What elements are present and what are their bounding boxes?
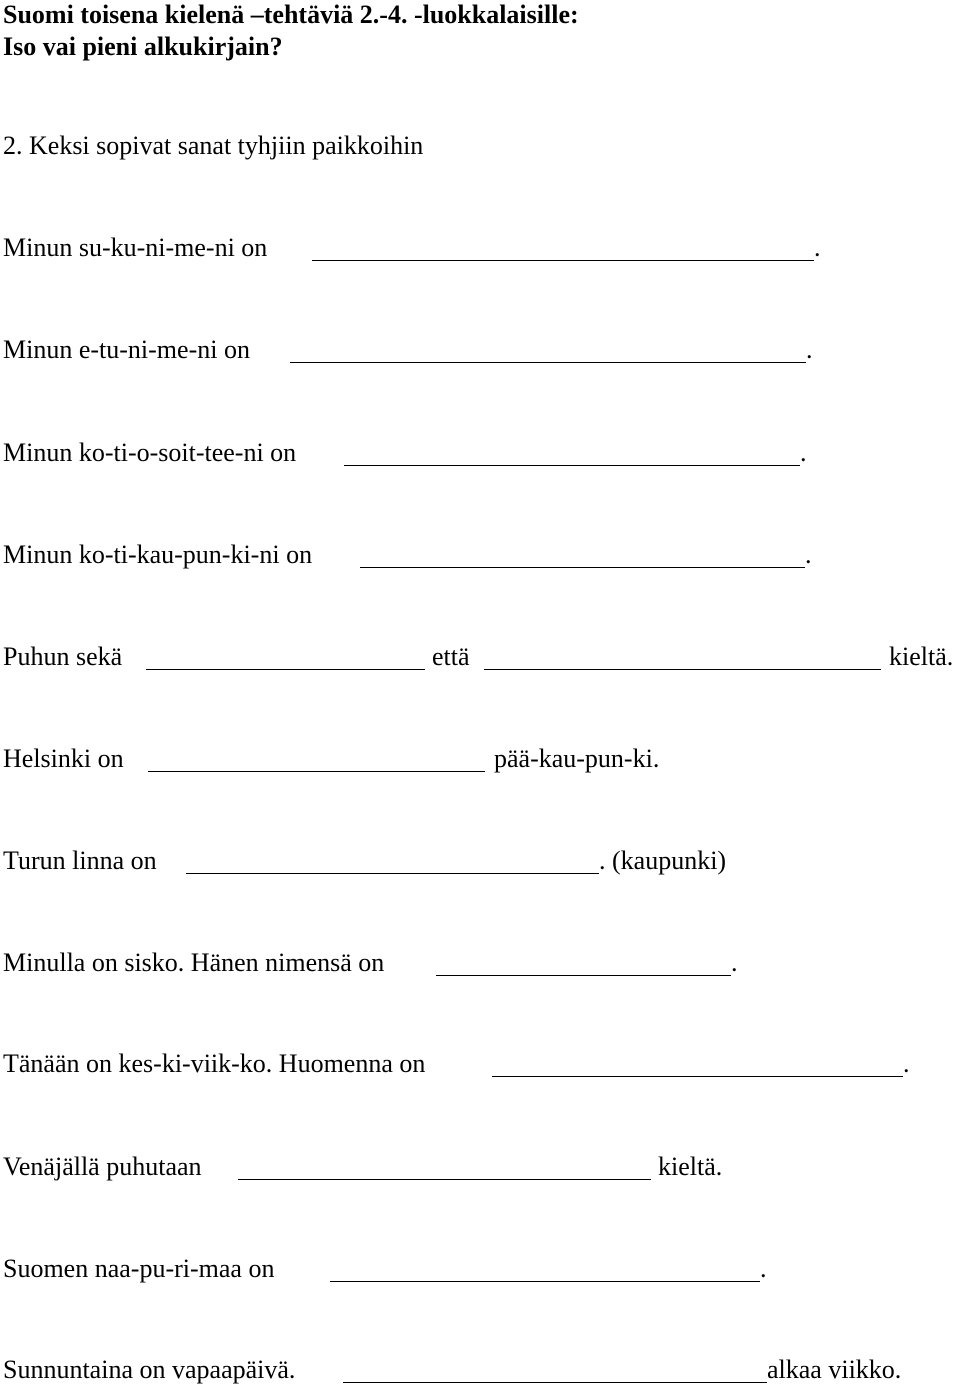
sentence-1-text-1: Minun su-ku-ni-me-ni on <box>3 233 268 262</box>
sentence-10-text-1: Venäjällä puhutaan <box>3 1152 202 1181</box>
sentence-2-text-1: Minun e-tu-ni-me-ni on <box>3 335 250 364</box>
sentence-6-text-1: Helsinki on <box>3 744 124 773</box>
sentence-4-text-1: Minun ko-ti-kau-pun-ki-ni on <box>3 540 313 569</box>
sentence-12-text-1: Sunnuntaina on vapaapäivä. <box>3 1355 296 1384</box>
sentence-12-blank[interactable] <box>343 1382 767 1383</box>
sentence-10-blank[interactable] <box>238 1179 651 1180</box>
sentence-4-blank[interactable] <box>360 567 805 568</box>
instruction-text: 2. Keksi sopivat sanat tyhjiin paikkoihin <box>3 131 424 160</box>
sentence-11-blank[interactable] <box>330 1281 760 1282</box>
sentence-10-text-2: kieltä. <box>658 1152 723 1181</box>
sentence-5-blank-2[interactable] <box>484 669 881 670</box>
sentence-5-blank-1[interactable] <box>146 669 425 670</box>
sentence-7-text-2: . (kaupunki) <box>599 846 727 875</box>
sentence-6-text-2: pää-kau-pun-ki. <box>494 744 660 773</box>
worksheet-title-line-1: Suomi toisena kielenä –tehtäviä 2.-4. -luokkalaisille: <box>3 0 579 29</box>
sentence-2-blank[interactable] <box>290 362 806 363</box>
sentence-5-text-3: kieltä. <box>889 642 954 671</box>
sentence-8-text-1: Minulla on sisko. Hänen nimensä on <box>3 948 385 977</box>
sentence-1-blank[interactable] <box>312 260 814 261</box>
sentence-3-blank[interactable] <box>344 465 800 466</box>
sentence-1-text-2: . <box>814 233 821 262</box>
sentence-7-blank[interactable] <box>186 873 599 874</box>
sentence-2-text-2: . <box>806 335 813 364</box>
sentence-5-text-1: Puhun sekä <box>3 642 123 671</box>
sentence-9-text-1: Tänään on kes-ki-viik-ko. Huomenna on <box>3 1049 426 1078</box>
sentence-8-text-2: . <box>731 948 738 977</box>
sentence-5-text-2: että <box>432 642 470 671</box>
sentence-12-text-2: alkaa viikko. <box>767 1355 902 1384</box>
sentence-6-blank[interactable] <box>148 771 485 772</box>
sentence-7-text-1: Turun linna on <box>3 846 157 875</box>
sentence-11-text-1: Suomen naa-pu-ri-maa on <box>3 1254 275 1283</box>
sentence-3-text-1: Minun ko-ti-o-soit-tee-ni on <box>3 438 297 467</box>
sentence-4-text-2: . <box>805 540 812 569</box>
sentence-9-text-2: . <box>903 1049 910 1078</box>
sentence-9-blank[interactable] <box>492 1076 903 1077</box>
sentence-3-text-2: . <box>800 438 807 467</box>
sentence-11-text-2: . <box>760 1254 767 1283</box>
sentence-8-blank[interactable] <box>436 975 731 976</box>
worksheet-title-line-2: Iso vai pieni alkukirjain? <box>3 32 283 61</box>
